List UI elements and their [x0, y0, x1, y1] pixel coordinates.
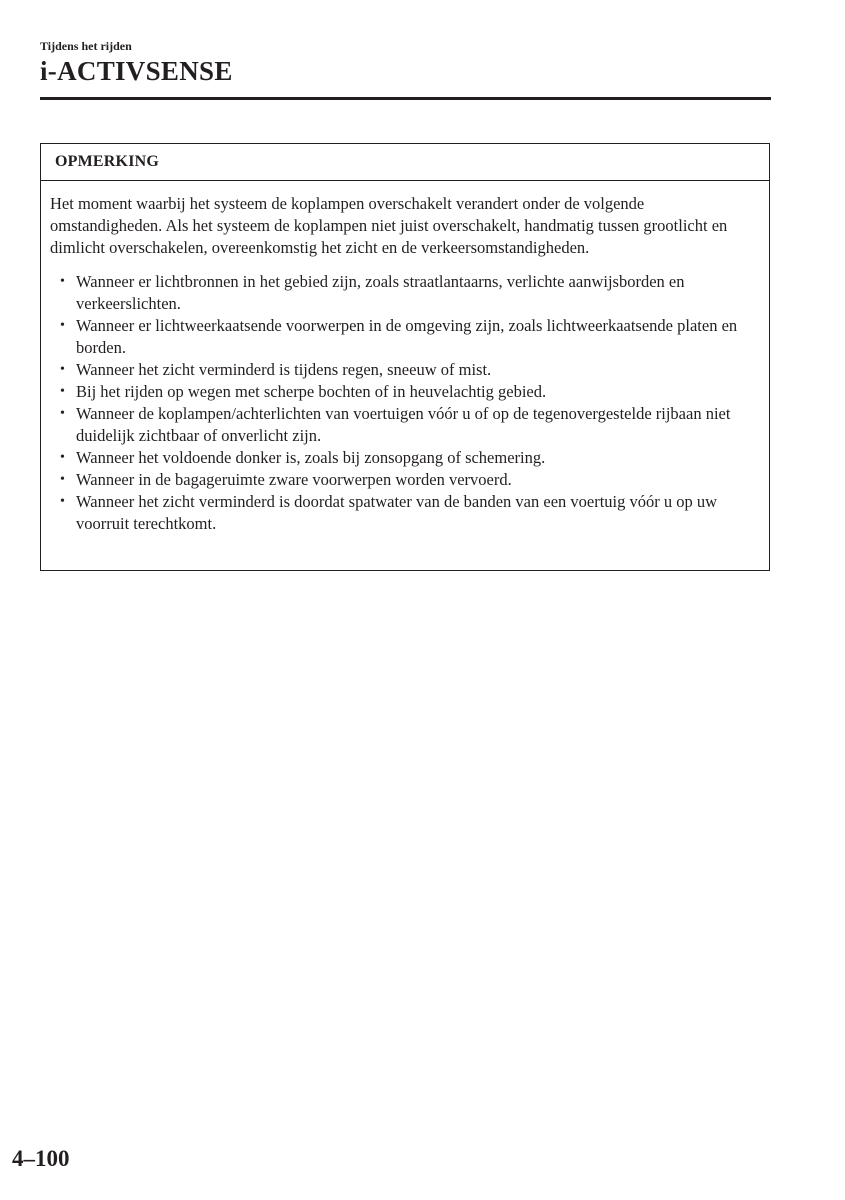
list-item-text: Wanneer er lichtbronnen in het gebied zijn, zoals straatlantaarns, verlichte aanwijsborden en verkeerslichten. [76, 272, 685, 313]
list-item [50, 491, 759, 535]
note-box [40, 143, 770, 571]
list-item-text: Wanneer er lichtweerkaatsende voorwerpen in de omgeving zijn, zoals lichtweerkaatsende platen en borden. [76, 316, 738, 357]
note-list [50, 271, 759, 535]
section-label: Tijdens het rijden [40, 39, 132, 53]
list-item-text: Wanneer in de bagageruimte zware voorwerpen worden vervoerd. [76, 470, 512, 489]
list-item [50, 447, 759, 469]
bullet-icon: • [60, 472, 65, 487]
list-item [50, 359, 759, 381]
list-item [50, 381, 759, 403]
bullet-icon: • [60, 406, 65, 421]
page-title: i-ACTIVSENSE [40, 56, 233, 86]
bullet-icon: • [60, 384, 65, 399]
list-item [50, 315, 759, 359]
list-item-text: Wanneer het zicht verminderd is tijdens regen, sneeuw of mist. [76, 360, 492, 379]
bullet-icon: • [60, 274, 65, 289]
list-item [50, 271, 759, 315]
page-number: 4–100 [12, 1146, 70, 1171]
note-intro: Het moment waarbij het systeem de koplampen overschakelt verandert onder de volgende omstandigheden. Als het systeem de koplampen niet juist overschakelt, handmatig tussen grootlicht en dimlicht overschakelen, overeenkomstig het zicht en de verkeersomstandigheden. [50, 194, 728, 257]
list-item-text: Wanneer het zicht verminderd is doordat spatwater van de banden van een voertuig vóór u op uw voorruit terechtkomt. [76, 492, 718, 533]
list-item [50, 469, 759, 491]
title-divider [40, 97, 771, 100]
note-heading: OPMERKING [41, 144, 769, 181]
bullet-icon: • [60, 318, 65, 333]
bullet-icon: • [60, 450, 65, 465]
list-item-text: Wanneer de koplampen/achterlichten van voertuigen vóór u of op de tegenovergestelde rijbaan niet duidelijk zichtbaar of onverlicht zijn. [76, 404, 731, 445]
list-item [50, 403, 759, 447]
bullet-icon: • [60, 494, 65, 509]
list-item-text: Wanneer het voldoende donker is, zoals bij zonsopgang of schemering. [76, 448, 546, 467]
bullet-icon: • [60, 362, 65, 377]
list-item-text: Bij het rijden op wegen met scherpe bochten of in heuvelachtig gebied. [76, 382, 547, 401]
note-body [41, 181, 769, 535]
